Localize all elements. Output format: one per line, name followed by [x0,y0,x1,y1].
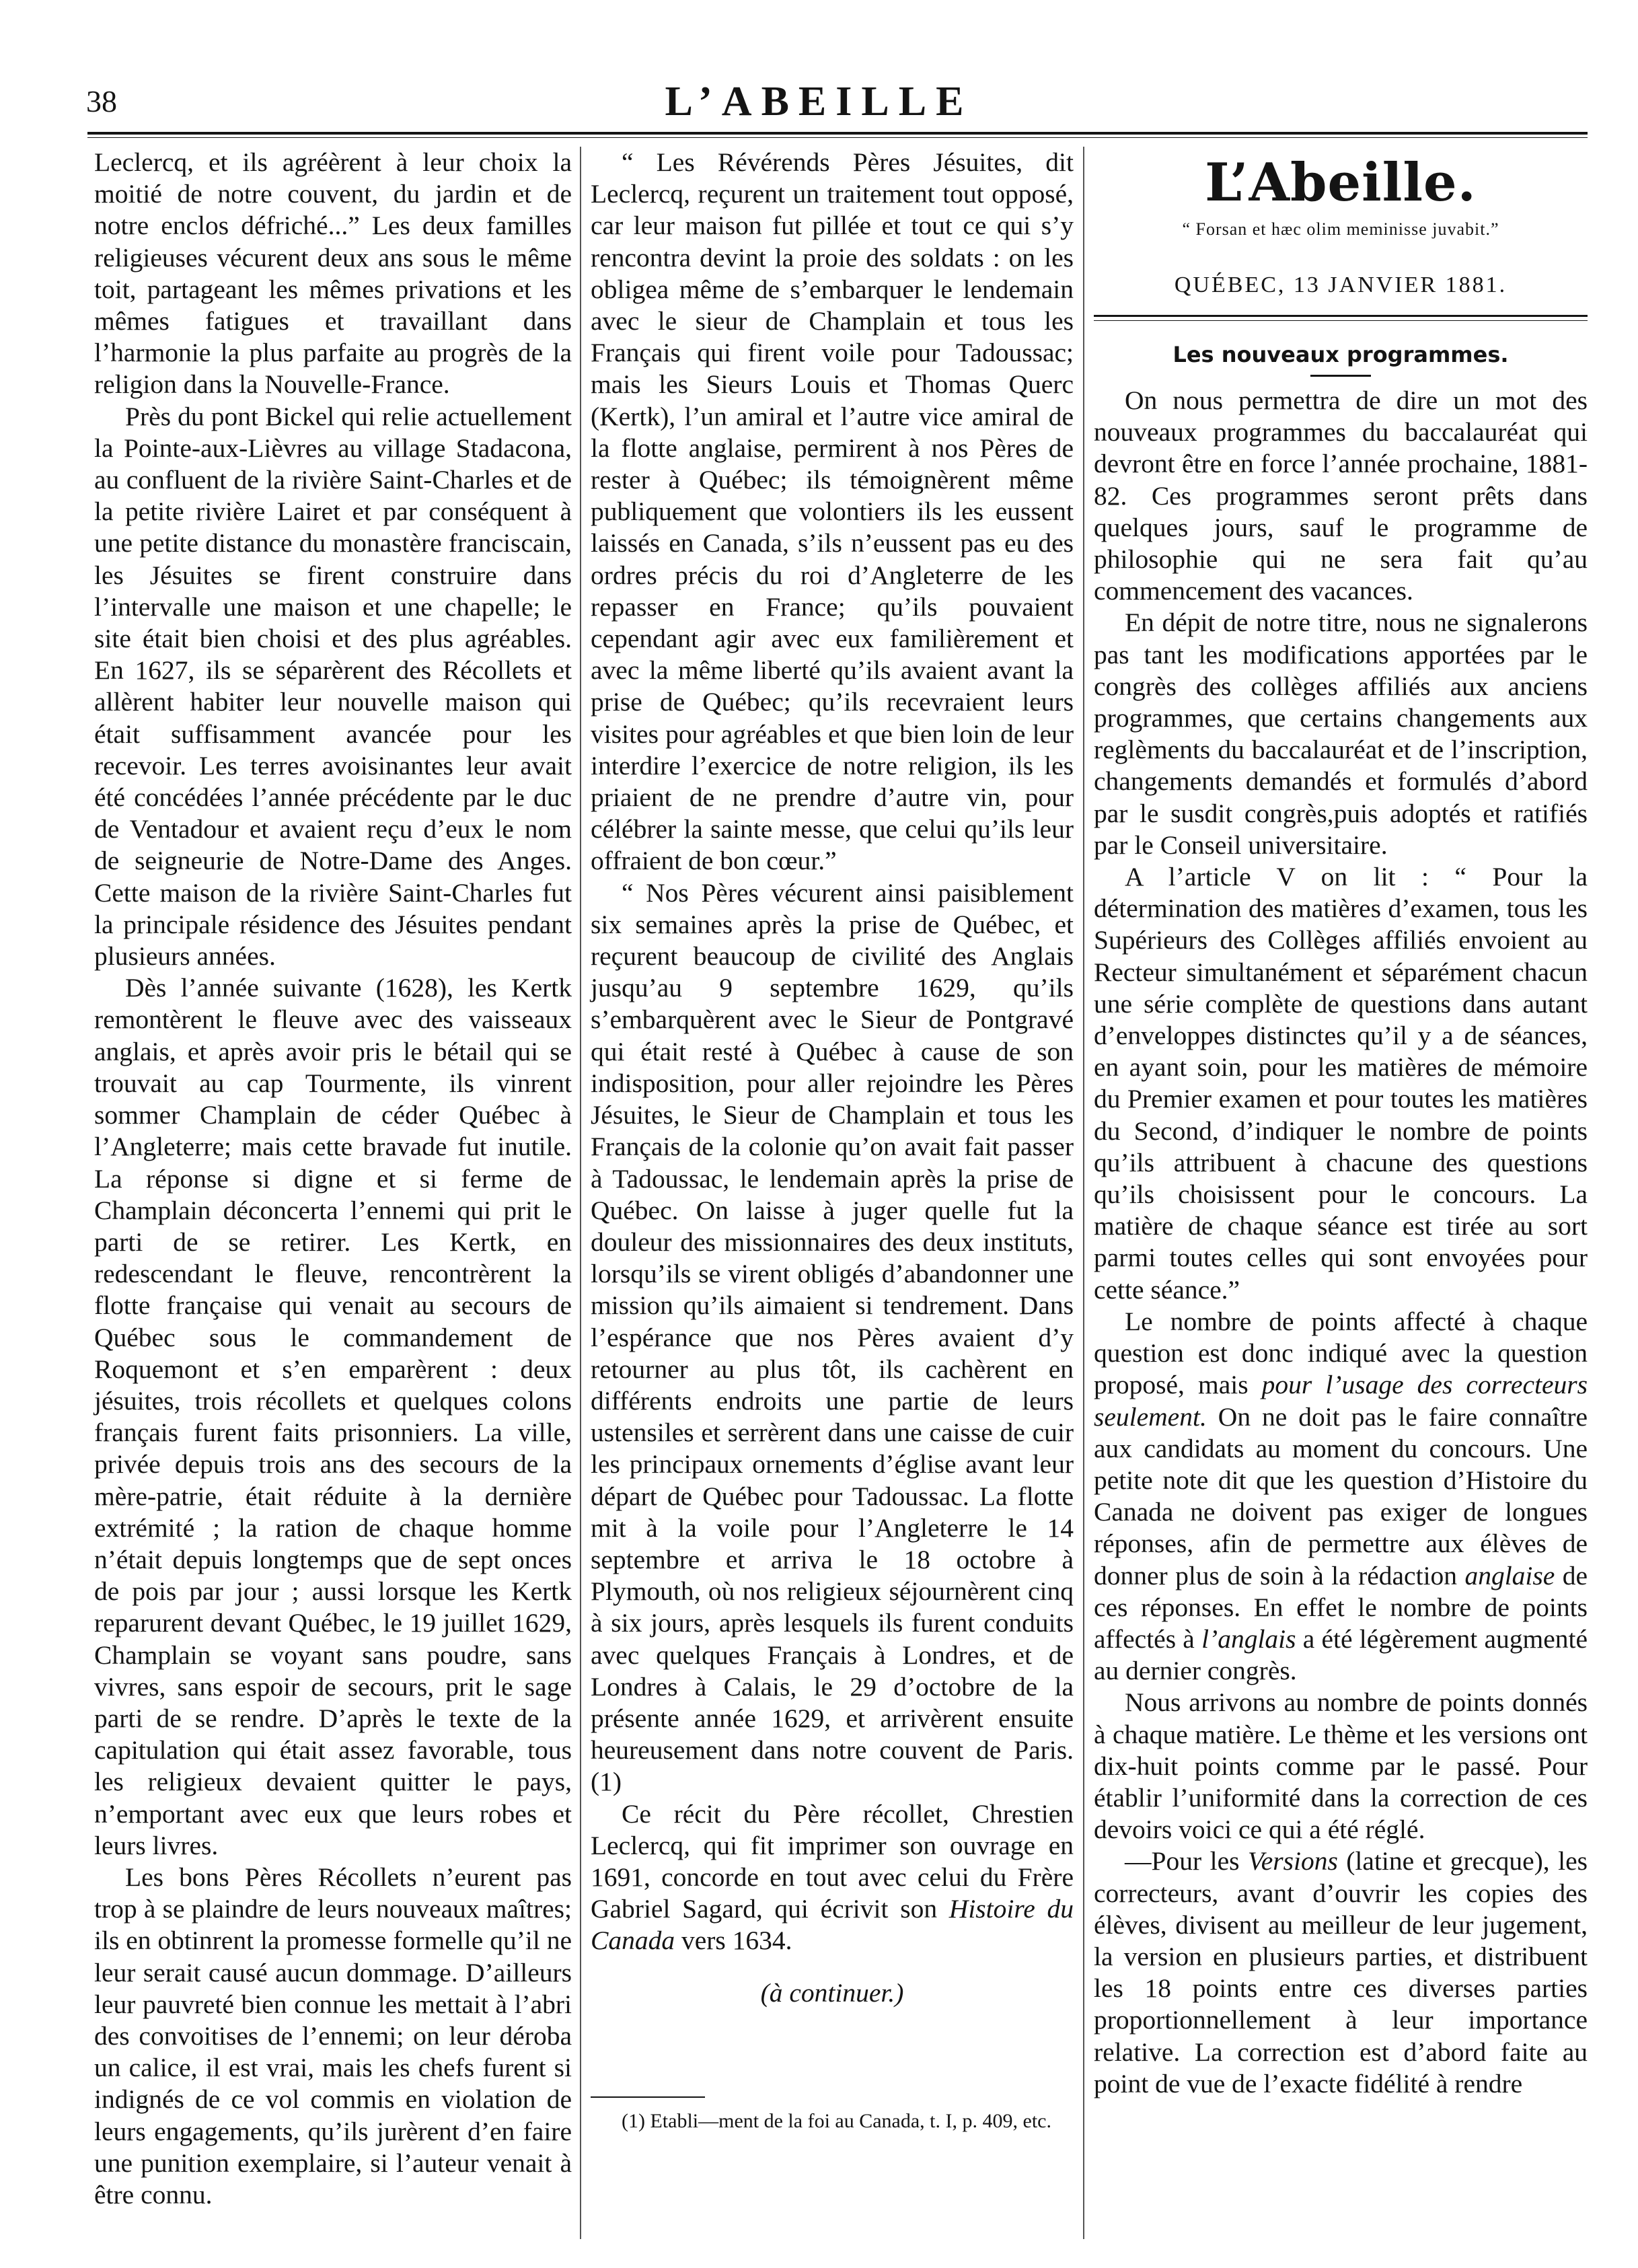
article-paragraph: Les bons Pères Récollets n’eurent pas trop à se plaindre de leurs nouveaux maîtres; ils en obtinrent la promesse formelle qu’il ne leur serait causé aucun dommage. D’ailleurs leur pauvreté bien connue les mettait à l’abri des convoitises de l’ennemi; on leur déroba un calice, il est vrai, mais les chefs furent si indignés de ce vol commis en violation de leurs engagements, qu’ils jurèrent d’en faire une punition exemplaire, si l’auteur venait à être connu. [94,1862,572,2209]
emphasis-text: pour l’usage des correcteurs seulement. [1094,1370,1588,1432]
article-paragraph: A l’article V on lit : “ Pour la détermination des matières d’examen, tous les Supérieurs des Collèges affiliés envoient au Recteur simultanément et séparément chacun une série complète de questions dans autant d’enveloppes distinctes qu’il y a de séances, en ayant soin, pour les matières de mémoire du Premier examen et pour toutes les matières du Second, d’indiquer le nombre de points qu’ils attribuent à chacune des questions qu’ils choisissent pour le concours. La matière de chaque séance est tirée au sort parmi toutes celles qui sont envoyées pour cette séance.” [1094,862,1588,1305]
footnote-rule [591,2096,705,2098]
continued-note: (à continuer.) [760,1977,904,2008]
book-title: Histoire du Canada [591,1894,1074,1956]
emphasis-text: l’anglais [1201,1623,1296,1654]
heading-rule [1310,375,1371,377]
article-paragraph: Nous arrivons au nombre de points donnés à chaque matière. Le thème et les versions ont dix-huit points comme par le passé. Pour établir l’uniformité dans la correction de ces devoirs voici ce qui a été réglé. [1094,1687,1588,1845]
article-paragraph [591,1798,1074,1957]
paragraph-text: Ce récit du Père récollet, Chrestien Leclercq, qui fit imprimer son ouvrage en 1691, concorde en tout avec celui du Frère Gabriel Sagard, qui écrivit son [591,1798,1074,1924]
emphasis-text: Versions [1247,1846,1338,1876]
column-2 [591,147,1074,2134]
masthead-rule-thin [1094,320,1588,321]
emphasis-text: anglaise [1464,1560,1555,1590]
page-number: 38 [86,84,117,118]
masthead: L’Abeille. [1205,152,1477,213]
article-paragraph: Près du pont Bickel qui relie actuellement la Pointe-aux-Lièvres au village Stadacona, au confluent de la rivière Saint-Charles et de la petite rivière Lairet et par conséquent à une petite distance du monastère franciscain, les Jésuites se firent construire dans l’intervalle une maison et une chapelle; le site était bien choisi et des plus agréables. En 1627, ils se séparèrent des Récollets et allèrent habiter leur nouvelle maison qui était suffisamment avancée pour les recevoir. Les terres avoisinantes leur avait été concédées l’année précédente par le duc de Ventadour et avaient reçu d’eux le nom de seigneurie de Notre-Dame des Anges. Cette maison de la rivière Saint-Charles fut la principale résidence des Jésuites pendant plusieurs années. [94,401,572,972]
paragraph-text: On ne doit pas le faire connaître aux candidats au moment du concours. Une petite note dit que les question d’Histoire du Canada ne doivent pas exiger de longues réponses, afin de permettre aux élèves de donner plus de soin à la rédaction [1094,1401,1588,1590]
motto: “ Forsan et hæc olim meminisse juvabit.” [1182,219,1499,239]
article-paragraph: En dépit de notre titre, nous ne signalerons pas tant les modifications apportées par le congrès des collèges affiliés aux anciens programmes, que certains changements aux reglèments du baccalauréat et de l’inscription, changements demandés et formulés d’abord par le susdit congrès,puis adoptés et ratifiés par le Conseil universitaire. [1094,608,1588,860]
paragraph-text: vers 1634. [681,1926,792,1956]
column-separator [1083,147,1084,2239]
footnote: (1) Etabli—ment de la foi au Canada, t. I, p. 409, etc. [622,2109,1051,2132]
column-separator [580,147,581,2239]
section-heading: Les nouveaux programmes. [1172,342,1509,367]
article-paragraph: Leclercq, et ils agréèrent à leur choix la moitié de notre couvent, du jardin et de notre enclos défriché...” Les deux familles religieuses vécurent deux ans sous le même toit, partageant les mêmes privations et les mêmes fatigues et travaillant dans l’harmonie la plus parfaite au progrès de la religion dans la Nouvelle-France. [94,147,572,400]
article-paragraph: “ Nos Pères vécurent ainsi paisiblement six semaines après la prise de Québec, et reçurent beaucoup de civilité des Anglais jusqu’au 9 septembre 1629, qu’ils s’embarquèrent avec le Sieur de Pontgravé qui était resté à Québec à cause de son indisposition, pour aller rejoindre les Pères Jésuites, le Sieur de Champlain et tous les Français de la colonie qu’on avait fait passer à Tadoussac, le lendemain après la prise de Québec. On laisse à juger quelle fut la douleur des missionnaires des deux instituts, lorsqu’ils se virent obligés d’abandonner une mission qu’ils aimaient si tendrement. Dans l’espérance que nos Pères avaient d’y retourner au plus tôt, ils cachèrent en différents endroits une partie de leurs ustensiles et serrèrent dans une caisse de cuir les principaux ornements d’église avant leur départ de Québec pour Tadoussac. La flotte mit à la voile pour l’Angleterre le 14 septembre et arriva le 18 octobre à Plymouth, où nos religieux séjournèrent cinq à six jours, après lesquels ils furent conduits avec quelques Français à Londres, et de Londres à Calais, le 29 d’octobre de la présente année 1629, et arrivèrent ensuite heureusement dans notre couvent de Paris. (1) [591,877,1074,1797]
article-paragraph: Dès l’année suivante (1628), les Kertk remontèrent le fleuve avec des vaisseaux anglais, et après avoir pris le bétail qui se trouvait au cap Tourmente, ils vinrent sommer Champlain de céder Québec à l’Angleterre; mais cette bravade fut inutile. La réponse si digne et si ferme de Champlain déconcerta l’ennemi qui prit le parti de se retirer. Les Kertk, en redescendant le fleuve, rencontrèrent la flotte française qui venait au secours de Québec sous le commandement de Roquemont et s’en emparèrent : deux jésuites, trois récollets et quelques colons français furent faits prisonniers. La ville, privée depuis trois ans des secours de la mère-patrie, était réduite à la dernière extrémité ; la ration de chaque homme n’était depuis longtemps que de sept onces de pois par jour ; aussi lorsque les Kertk reparurent devant Québec, le 19 juillet 1629, Champlain se voyant sans poudre, sans vivres, sans espoir de secours, prit le sage parti de se rendre. D’après le texte de la capitulation qui était assez favorable, tous les religieux devaient quitter le pays, n’emportant avec eux que leurs robes et leurs livres. [94,973,572,1860]
article-paragraph: “ Les Révérends Pères Jésuites, dit Leclercq, reçurent un traitement tout opposé, car leur maison fut pillée et tout ce qui s’y rencontra devint la proie des soldats : on les obligea même de s’embarquer le lendemain avec le sieur de Champlain et tous les Français qui firent voile pour Tadoussac; mais les Sieurs Louis et Thomas Querc (Kertk), l’un amiral et l’autre vice amiral de la flotte anglaise, permirent à nos Pères de rester à Québec; ils témoignèrent même publiquement que volontiers ils les eussent laissés en Canada, s’ils n’eussent pas eu des ordres précis du roi d’Angleterre de les repasser en France; qu’ils pouvaient cependant agir avec eux familièrement et avec la même liberté qu’ils avaient avant la prise de Québec; qu’ils recevraient leurs visites pour agréables et que bien loin de leur interdire l’exercice de notre religion, ils les priaient de ne prendre d’autre vin, pour célébrer la sainte messe, que celui qu’ils leur offraient de bon cœur.” [591,147,1074,876]
header-rule [87,132,1588,135]
column-1 [94,147,572,2211]
paragraph-text: a été légèrement augmenté au dernier congrès. [1094,1623,1588,1686]
running-title: L’ABEILLE [665,79,973,124]
article-paragraph: On nous permettra de dire un mot des nouveaux programmes du baccalauréat qui devront être en force l’année prochaine, 1881-82. Ces programmes seront prêts dans quelques jours, sauf le programme de philosophie qui ne sera fait qu’au commencement des vacances. [1094,386,1588,606]
paragraph-text: —Pour les [1125,1846,1240,1876]
article-paragraph [1094,1306,1588,1687]
paragraph-text: Le nombre de points affecté à chaque question est donc indiqué avec la question proposé, mais [1094,1306,1588,1400]
paragraph-text: (latine et grecque), les correcteurs, avant d’ouvrir les copies des élèves, divisent au meilleur de leur jugement, la version en plusieurs parties, et distribuent les 18 points entre ces diverses parties proportionnellement à leur importance relative. La correction est d’abord faite au point de vue de l’exacte fidélité à rendre [1094,1846,1588,2098]
article-paragraph [1094,1845,1588,2100]
header-rule-thin [87,137,1588,138]
dateline: QUÉBEC, 13 JANVIER 1881. [1174,272,1507,297]
masthead-rule [1094,315,1588,317]
column-3 [1094,147,1588,2100]
paragraph-text: de ces réponses. En effet le nombre de points affectés à [1094,1560,1588,1654]
